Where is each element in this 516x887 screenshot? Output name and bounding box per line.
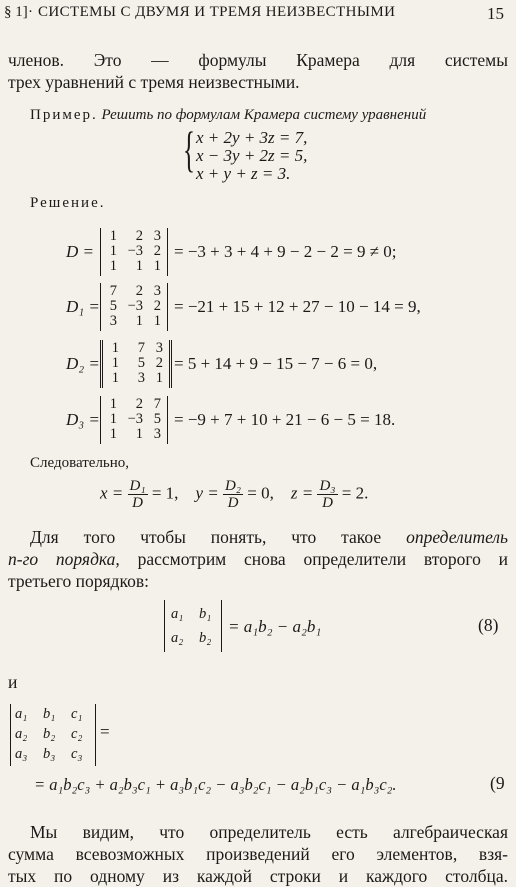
det3-c3: c₃: [71, 746, 83, 762]
det3-b1: b₁: [43, 706, 56, 722]
para1-line2: трех уравнений с тремя неизвестными.: [8, 72, 300, 92]
det-2-cell: 1: [111, 340, 119, 356]
det-3-cell: 7: [153, 396, 161, 412]
det-1-rhs: = −21 + 15 + 12 + 27 − 10 − 14 = 9,: [174, 297, 421, 316]
det-1-matrix: [100, 283, 168, 331]
para2-line1: Для того чтобы понять, что такое определитель: [30, 527, 509, 547]
det-0-cell: 3: [153, 228, 161, 244]
det-2-cell: 2: [155, 355, 163, 371]
det3-expansion: = a₁b₂c₃ + a₂b₃c₁ + a₃b₁c₂ − a₃b₂c₁ − a₂b₁c₃ − a₁b₃c₂.: [34, 775, 397, 794]
example-text: Решить по формулам Крамера систему уравнений: [101, 107, 427, 123]
det2-a1: a₁: [171, 606, 184, 622]
system-eq1: x + 2y + 3z = 7,: [196, 128, 308, 147]
system-brace: {: [183, 121, 195, 177]
z-denominator: D: [322, 495, 333, 511]
x-label: x =: [100, 483, 124, 503]
det3-b2: b₂: [43, 726, 56, 742]
det-3-lhs: D₃ =: [66, 410, 100, 429]
z-value: = 2.: [341, 483, 369, 503]
det-0-cell: −3: [127, 243, 143, 259]
det3-c1: c₁: [71, 706, 83, 722]
det-1-cell: −3: [127, 298, 143, 314]
det-0-matrix: [100, 228, 168, 276]
det-3-cell: 5: [153, 411, 161, 427]
det3-matrix: [10, 704, 96, 766]
det-2-cell: 1: [111, 370, 119, 386]
system-eq3: x + y + z = 3.: [196, 164, 291, 183]
z-label: z =: [290, 483, 314, 503]
det-1-cell: 2: [135, 283, 143, 299]
det-3-cell: 3: [153, 426, 161, 442]
det-0-cell: 1: [109, 243, 117, 259]
y-fraction: [223, 478, 243, 511]
det-2-rhs: = 5 + 14 + 9 − 15 − 7 − 6 = 0,: [174, 354, 378, 373]
det-0-cell: 2: [135, 228, 143, 244]
det2-b2: b₂: [199, 630, 212, 646]
para3-line2: сумма всевозможных произведений его элементов, взя-: [8, 844, 508, 864]
det-2-cell: 1: [111, 355, 119, 371]
header-dot: ·: [28, 4, 33, 20]
det-3-cell: 1: [135, 426, 143, 442]
det-3-rhs: = −9 + 7 + 10 + 21 − 6 − 5 = 18.: [174, 410, 396, 429]
det-0-lhs: D =: [66, 242, 94, 261]
system-eq2: x − 3y + 2z = 5,: [196, 146, 308, 165]
det3-a2: a₂: [15, 726, 28, 742]
det-2-matrix: [100, 340, 172, 388]
det-3-matrix: [100, 396, 168, 444]
det-0-cell: 1: [109, 258, 117, 274]
y-value: = 0,: [247, 483, 274, 503]
x-fraction: [128, 478, 148, 511]
x-numerator: D₁: [129, 478, 146, 494]
example-line: [30, 107, 426, 124]
z-fraction: [317, 478, 337, 511]
det-1-lhs: D₁ =: [66, 297, 100, 316]
det3-c2: c₂: [71, 726, 83, 742]
det3-b3: b₃: [43, 746, 56, 762]
therefore-text: Следовательно,: [30, 455, 130, 471]
x-denominator: D: [132, 495, 143, 511]
det-2-lhs: D₂ =: [66, 354, 100, 373]
solution-label: Решение.: [30, 195, 106, 211]
and-word: и: [8, 672, 18, 692]
example-label: Пример.: [30, 107, 98, 123]
det-0-cell: 1: [109, 228, 117, 244]
equation-number-8: (8): [478, 615, 499, 635]
det3-a1: a₁: [15, 706, 28, 722]
det-2-cell: 3: [155, 340, 163, 356]
det-1-cell: 1: [135, 313, 143, 329]
y-denominator: D: [227, 495, 239, 511]
det2-b1: b₁: [199, 606, 212, 622]
det-3-cell: 1: [109, 396, 117, 412]
det-1-cell: 3: [153, 283, 161, 299]
para2-line2: n-го порядка, рассмотрим снова определители второго и: [8, 549, 508, 569]
det-2-cell: 5: [137, 355, 145, 371]
section-number: § 1]: [4, 4, 28, 20]
det-1-cell: 7: [109, 283, 117, 299]
det-3-cell: −3: [127, 411, 143, 427]
header-title: СИСТЕМЫ С ДВУМЯ И ТРЕМЯ НЕИЗВЕСТНЫМИ: [38, 4, 396, 20]
det-0-cell: 1: [153, 258, 161, 274]
cramer-result: [100, 478, 368, 511]
z-numerator: D₃: [319, 478, 336, 494]
det-2-cell: 3: [137, 370, 145, 386]
para3-line1: Мы видим, что определитель есть алгебраическая: [30, 822, 508, 842]
para2-line3: третьего порядков:: [8, 571, 149, 591]
det-0-cell: 1: [135, 258, 143, 274]
y-numerator: D₂: [224, 478, 242, 494]
det2-a2: a₂: [171, 630, 184, 646]
det3-equals: =: [100, 722, 110, 741]
det2-rhs: = a₁b₂ − a₂b₁: [228, 617, 322, 636]
det-0-cell: 2: [153, 243, 161, 259]
det2-matrix: [164, 600, 222, 652]
det-1-cell: 5: [109, 298, 117, 314]
det-1-cell: 1: [153, 313, 161, 329]
det-3-cell: 1: [109, 426, 117, 442]
x-value: = 1,: [151, 483, 179, 503]
page-number: 15: [487, 4, 504, 23]
det3-a3: a₃: [15, 746, 28, 762]
equation-number-9: (9: [490, 773, 505, 793]
y-label: y =: [195, 483, 219, 503]
det-1-cell: 2: [153, 298, 161, 314]
det-3-cell: 2: [135, 396, 143, 412]
para3-line3: тых по одному из каждой строки и каждого столбца.: [8, 866, 508, 886]
det-0-rhs: = −3 + 3 + 4 + 9 − 2 − 2 = 9 ≠ 0;: [174, 242, 397, 261]
para1-line1: членов. Это — формулы Крамера для системы: [8, 50, 508, 70]
det-3-cell: 1: [109, 411, 117, 427]
det-2-cell: 1: [155, 370, 163, 386]
det-2-cell: 7: [137, 340, 145, 356]
det-1-cell: 3: [109, 313, 117, 329]
